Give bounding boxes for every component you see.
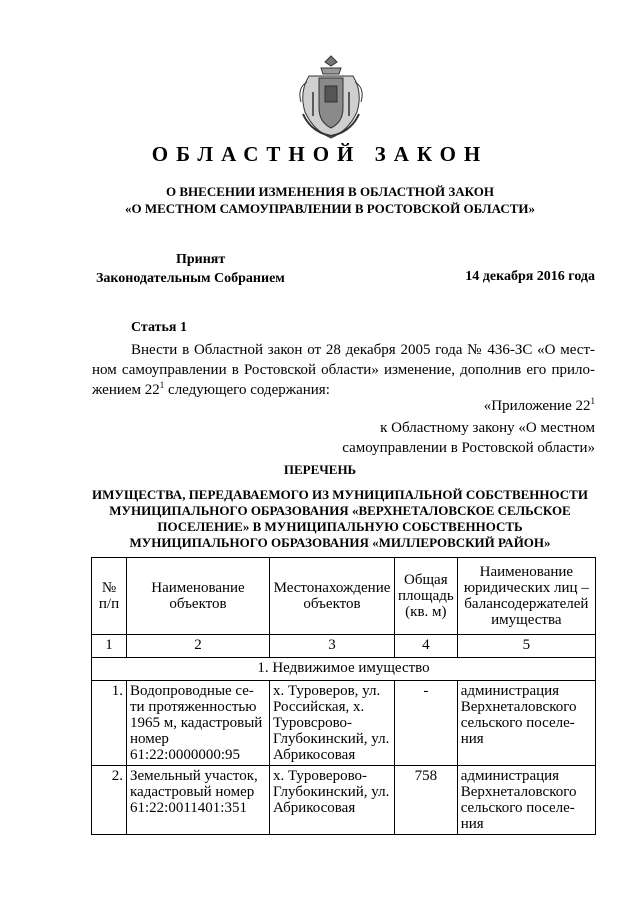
column-number: 3 bbox=[270, 635, 395, 658]
appendix-reference bbox=[330, 418, 595, 458]
list-subtitle bbox=[70, 487, 610, 551]
list-subtitle-line: МУНИЦИПАЛЬНОГО ОБРАЗОВАНИЯ «ВЕРХНЕТАЛОВСКОЕ СЕЛЬСКОЕ bbox=[109, 503, 571, 518]
table-header-row bbox=[92, 558, 596, 635]
object-location: х. Туроверово-Глубокинский, ул. Абрикосовая bbox=[270, 766, 395, 835]
column-number: 4 bbox=[395, 635, 458, 658]
object-area: 758 bbox=[395, 766, 458, 835]
list-subtitle-line: ИМУЩЕСТВА, ПЕРЕДАВАЕМОГО ИЗ МУНИЦИПАЛЬНОЙ СОБСТВЕННОСТИ bbox=[92, 487, 588, 502]
row-number: 2. bbox=[92, 766, 127, 835]
adoption-date: 14 декабря 2016 года bbox=[465, 269, 595, 284]
balance-holder: администрация Верхнеталовского сельского поселе-ния bbox=[457, 766, 595, 835]
law-subtitle-line: О ВНЕСЕНИИ ИЗМЕНЕНИЯ В ОБЛАСТНОЙ ЗАКОН bbox=[166, 184, 494, 199]
assembly-label: Законодательным Собранием bbox=[96, 271, 285, 286]
object-area: - bbox=[395, 681, 458, 766]
article-superscript: 1 bbox=[159, 380, 165, 390]
balance-holder: администрация Верхнеталовского сельского поселе-ния bbox=[457, 681, 595, 766]
coat-of-arms-icon bbox=[291, 52, 371, 142]
adopted-label: Принят bbox=[176, 252, 226, 267]
law-subtitle bbox=[80, 183, 580, 217]
appendix-label-text: «Приложение 22 bbox=[483, 398, 591, 414]
table-header-cell: Наименование объектов bbox=[127, 558, 270, 635]
appendix-label bbox=[484, 398, 595, 415]
article-text-main: Внести в Областной закон от 28 декабря 2005 года № 436-ЗС «О мест-ном самоуправлении в Ростовской области» изменение, дополнив его прило-жением 22 bbox=[92, 342, 595, 398]
list-title: ПЕРЕЧЕНЬ bbox=[283, 462, 357, 477]
object-name: Водопроводные се-ти протяженностью 1965 м, кадастровый номер 61:22:0000000:95 bbox=[127, 681, 270, 766]
list-subtitle-line: ПОСЕЛЕНИЕ» В МУНИЦИПАЛЬНУЮ СОБСТВЕННОСТЬ bbox=[157, 519, 523, 534]
table-header-cell: Общая площадь (кв. м) bbox=[395, 558, 458, 635]
row-number: 1. bbox=[92, 681, 127, 766]
table-header-cell: Местонахождение объектов bbox=[270, 558, 395, 635]
article-text bbox=[92, 340, 595, 400]
law-subtitle-line: «О МЕСТНОМ САМОУПРАВЛЕНИИ В РОСТОВСКОЙ ОБЛАСТИ» bbox=[125, 201, 535, 216]
table-header-cell: Наименование юридических лиц – балансодержателей имущества bbox=[457, 558, 595, 635]
article-text-tail: следующего содержания: bbox=[164, 382, 330, 398]
table-row bbox=[92, 766, 596, 835]
law-title: ОБЛАСТНОЙ ЗАКОН bbox=[151, 142, 489, 166]
article-heading: Статья 1 bbox=[131, 320, 187, 335]
column-number: 2 bbox=[127, 635, 270, 658]
section-heading: 1. Недвижимое имущество bbox=[92, 658, 596, 681]
appendix-superscript: 1 bbox=[590, 396, 595, 406]
column-number: 5 bbox=[457, 635, 595, 658]
object-name: Земельный участок, кадастровый номер 61:22:0011401:351 bbox=[127, 766, 270, 835]
appendix-reference-line: к Областному закону «О местном bbox=[380, 420, 595, 436]
column-number: 1 bbox=[92, 635, 127, 658]
object-location: х. Туроверов, ул. Российская, х. Туровсрово-Глубокинский, ул. Абрикосовая bbox=[270, 681, 395, 766]
table-section-row bbox=[92, 658, 596, 681]
list-subtitle-line: МУНИЦИПАЛЬНОГО ОБРАЗОВАНИЯ «МИЛЛЕРОВСКИЙ РАЙОН» bbox=[129, 535, 551, 550]
table-header-cell: № п/п bbox=[92, 558, 127, 635]
table-row bbox=[92, 681, 596, 766]
table-column-number-row bbox=[92, 635, 596, 658]
adoption-block bbox=[96, 250, 285, 288]
appendix-reference-line: самоуправлении в Ростовской области» bbox=[342, 440, 595, 456]
property-table bbox=[91, 557, 596, 835]
